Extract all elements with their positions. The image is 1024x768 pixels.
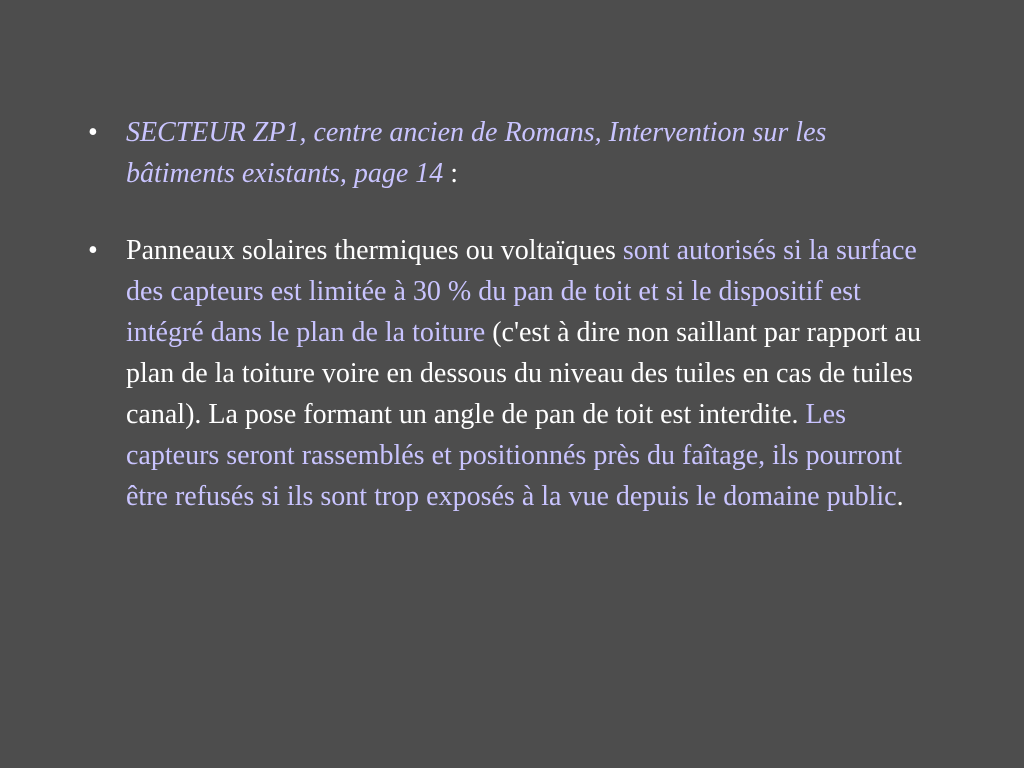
highlight-segment-1: sont autorisés si la surface des capteurs est limitée à 30 % du pan de toit et si le dispositif est intégré dans le plan de la toiture: [126, 235, 917, 348]
highlight-segment-2: Les capteurs seront rassemblés et positionnés près du faîtage, ils pourront être refusés si ils sont trop exposés à la vue depuis le domaine public: [126, 399, 903, 512]
bullet-item-1: [88, 112, 938, 194]
sector-title-suffix: :: [443, 158, 459, 189]
bullet-point-icon: •: [88, 235, 98, 266]
sector-title: SECTEUR ZP1, centre ancien de Romans, Intervention sur les bâtiments existants, page 14: [126, 117, 827, 189]
text-segment-3: .: [896, 481, 904, 512]
bullet-item-2: [88, 230, 938, 517]
slide-content: [88, 112, 938, 553]
bullet-point-icon: •: [88, 117, 98, 148]
text-segment-1: Panneaux solaires thermiques ou voltaïques: [126, 235, 623, 266]
text-segment-2: (c'est à dire non saillant par rapport au plan de la toiture voire en dessous du niveau des tuiles en cas de tuiles canal). La pose formant un angle de pan de toit est interdite.: [126, 317, 921, 430]
